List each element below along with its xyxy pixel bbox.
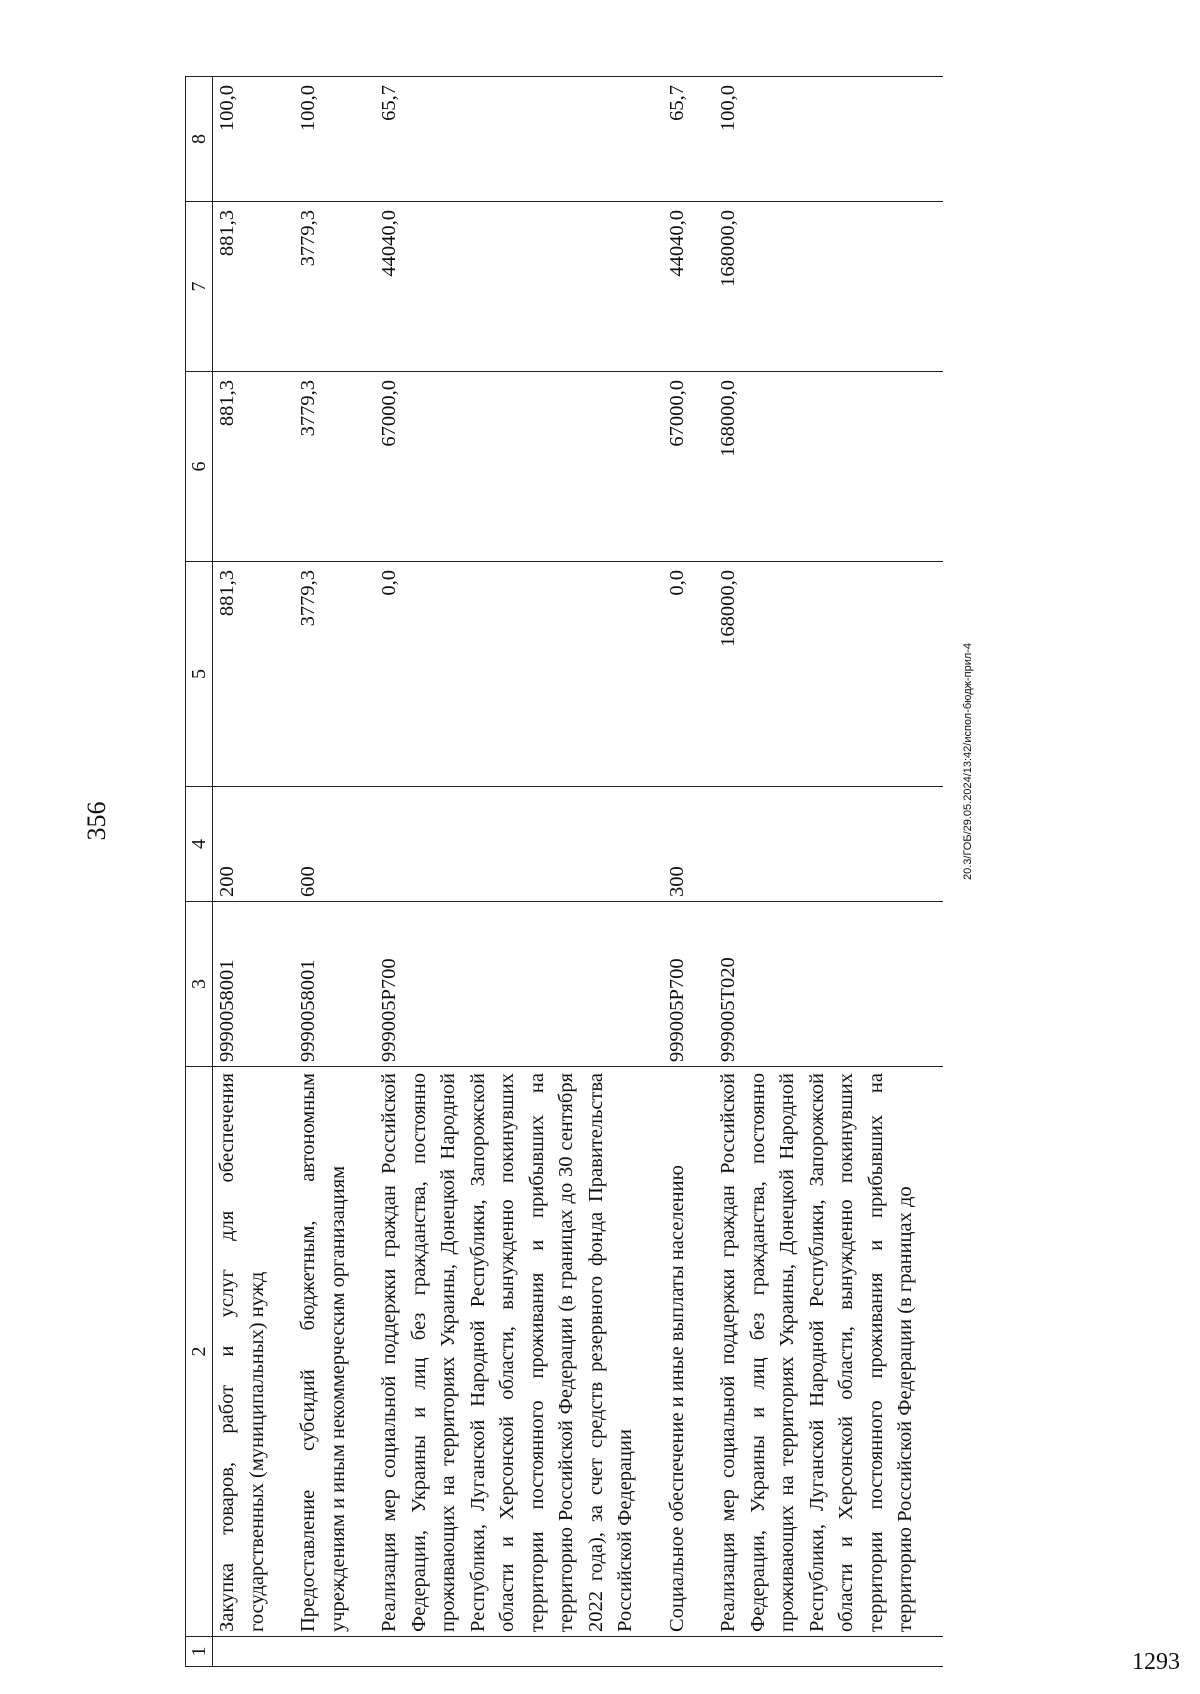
table-row bbox=[663, 77, 715, 1667]
value-col7: 168000,0 bbox=[714, 202, 943, 372]
value-col8: 65,7 bbox=[663, 77, 715, 202]
value-col6: 3779,3 bbox=[294, 372, 375, 562]
value-col5: 0,0 bbox=[663, 562, 715, 787]
header-row bbox=[186, 77, 213, 1667]
column-header: 4 bbox=[186, 787, 213, 902]
expense-kind: 300 bbox=[663, 787, 715, 902]
value-col7: 44040,0 bbox=[375, 202, 663, 372]
expense-kind: 600 bbox=[294, 787, 375, 902]
expense-kind bbox=[375, 787, 663, 902]
value-col5: 881,3 bbox=[213, 562, 295, 787]
value-col6: 67000,0 bbox=[663, 372, 715, 562]
column-header: 8 bbox=[186, 77, 213, 202]
item-name: Социальное обеспечение и иные выплаты населению bbox=[663, 1067, 715, 1637]
page-number: 356 bbox=[82, 801, 111, 841]
target-code: 9990058001 bbox=[294, 902, 375, 1067]
value-col8: 65,7 bbox=[375, 77, 663, 202]
value-col5: 0,0 bbox=[375, 562, 663, 787]
table-row bbox=[375, 77, 663, 1667]
value-col6: 67000,0 bbox=[375, 372, 663, 562]
column-header: 5 bbox=[186, 562, 213, 787]
value-col8: 100,0 bbox=[714, 77, 943, 202]
budget-table bbox=[185, 76, 943, 1667]
value-col5: 168000,0 bbox=[714, 562, 943, 787]
item-name: Закупка товаров, работ и услуг для обеспечения государственных (муниципальных) нужд bbox=[213, 1067, 295, 1637]
item-name: Реализация мер социальной поддержки граждан Российской Федерации, Украины и лиц без гражданства, постоянно проживающих на территориях Украины, Донецкой Народной Республики, Луганской Народной Республики, Запорожской области и Херсонской области, вынужденно покинувших территории постоянного проживания и прибывших на территорию Российской Федерации (в границах до 30 сентября 2022 года), за счет средств резервного фонда Правительства Российской Федерации bbox=[375, 1067, 663, 1637]
rotated-table-frame bbox=[185, 77, 1065, 1667]
expense-kind: 200 bbox=[213, 787, 295, 902]
row-number-cell bbox=[213, 1637, 295, 1667]
value-col7: 3779,3 bbox=[294, 202, 375, 372]
item-name: Предоставление субсидий бюджетным, автономным учреждениям и иным некоммерческим организациям bbox=[294, 1067, 375, 1637]
expense-kind bbox=[714, 787, 943, 902]
sheet-number: 1293 bbox=[1132, 1649, 1180, 1675]
column-header: 6 bbox=[186, 372, 213, 562]
document-footer-code: 20.3/ГОБ/29.05.2024/13:42/испол-бюдж-прил-4 bbox=[962, 642, 974, 880]
value-col6: 881,3 bbox=[213, 372, 295, 562]
table-row bbox=[714, 77, 943, 1667]
target-code: 999005Т020 bbox=[714, 902, 943, 1067]
row-number-cell bbox=[714, 1637, 943, 1667]
column-header: 2 bbox=[186, 1067, 213, 1637]
table-row bbox=[213, 77, 295, 1667]
row-number-cell bbox=[375, 1637, 663, 1667]
column-header: 3 bbox=[186, 902, 213, 1067]
value-col7: 881,3 bbox=[213, 202, 295, 372]
value-col8: 100,0 bbox=[294, 77, 375, 202]
target-code: 999005Р700 bbox=[375, 902, 663, 1067]
target-code: 999005Р700 bbox=[663, 902, 715, 1067]
item-name: Реализация мер социальной поддержки граждан Российской Федерации, Украины и лиц без гражданства, постоянно проживающих на территориях Украины, Донецкой Народной Республики, Луганской Народной Республики, Запорожской области и Херсонской области, вынужденно покинувших территории постоянного проживания и прибывших на территорию Российской Федерации (в границах до bbox=[714, 1067, 943, 1637]
target-code: 9990058001 bbox=[213, 902, 295, 1067]
value-col7: 44040,0 bbox=[663, 202, 715, 372]
row-number-cell bbox=[294, 1637, 375, 1667]
table-row bbox=[294, 77, 375, 1667]
column-header: 1 bbox=[186, 1637, 213, 1667]
value-col5: 3779,3 bbox=[294, 562, 375, 787]
column-header: 7 bbox=[186, 202, 213, 372]
value-col6: 168000,0 bbox=[714, 372, 943, 562]
row-number-cell bbox=[663, 1637, 715, 1667]
value-col8: 100,0 bbox=[213, 77, 295, 202]
